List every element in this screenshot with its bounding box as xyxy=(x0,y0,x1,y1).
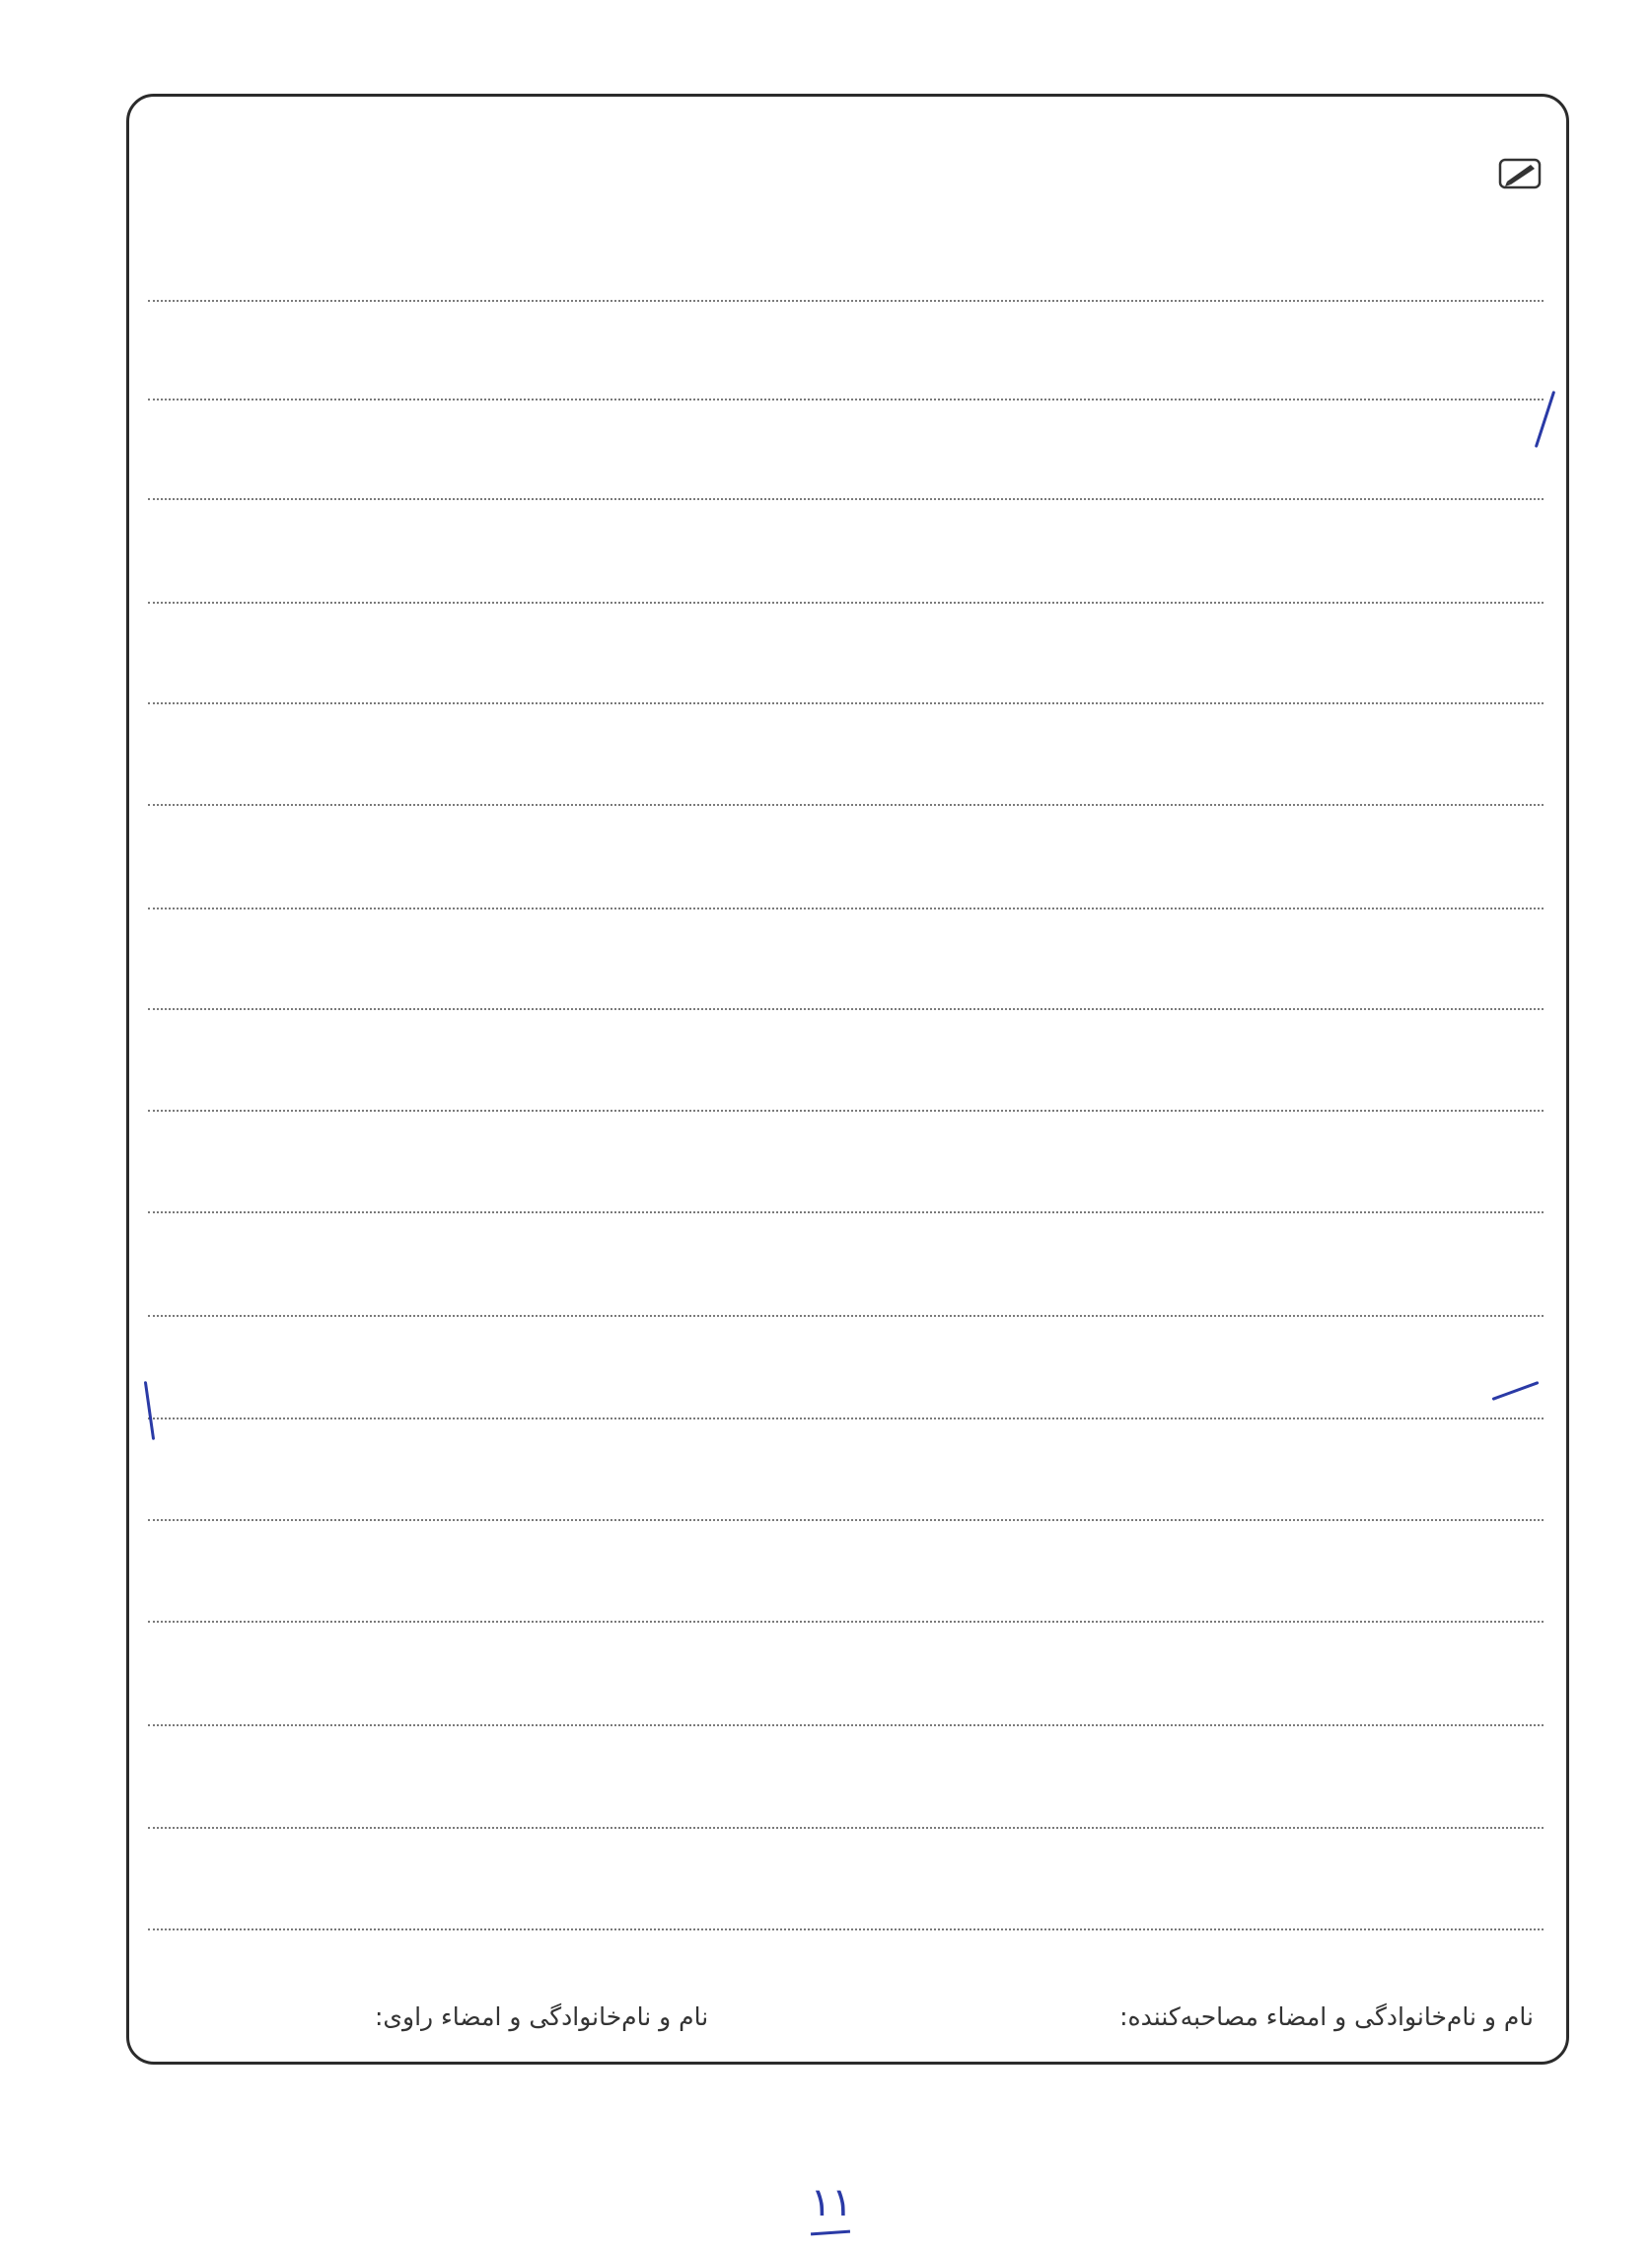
ruled-dotted-line xyxy=(148,804,1544,806)
ruled-dotted-line xyxy=(148,602,1544,604)
ruled-dotted-line xyxy=(148,399,1544,400)
ruled-dotted-line xyxy=(148,702,1544,704)
ruled-dotted-line xyxy=(148,1211,1544,1213)
ruled-dotted-line xyxy=(148,498,1544,500)
page-number-underline xyxy=(811,2230,850,2236)
interviewer-signature-label: نام و نام‌خانوادگی و امضاء مصاحبه‌کننده: xyxy=(1119,2002,1534,2031)
ruled-dotted-line xyxy=(148,1418,1544,1419)
page-number: ۱۱ xyxy=(810,2180,853,2225)
ruled-dotted-line xyxy=(148,1621,1544,1623)
ruled-dotted-line xyxy=(148,1827,1544,1829)
narrator-signature-label: نام و نام‌خانوادگی و امضاء راوی: xyxy=(375,2002,709,2031)
ruled-dotted-line xyxy=(148,1110,1544,1112)
ruled-dotted-line xyxy=(148,908,1544,909)
pen-writing-icon xyxy=(1497,156,1543,191)
ruled-dotted-line xyxy=(148,1315,1544,1317)
ruled-dotted-line xyxy=(148,1724,1544,1726)
ruled-dotted-line xyxy=(148,1519,1544,1521)
ruled-dotted-line xyxy=(148,1008,1544,1010)
ruled-dotted-line xyxy=(148,300,1544,302)
page-border-frame xyxy=(126,94,1569,2065)
ruled-dotted-line xyxy=(148,1928,1544,1930)
